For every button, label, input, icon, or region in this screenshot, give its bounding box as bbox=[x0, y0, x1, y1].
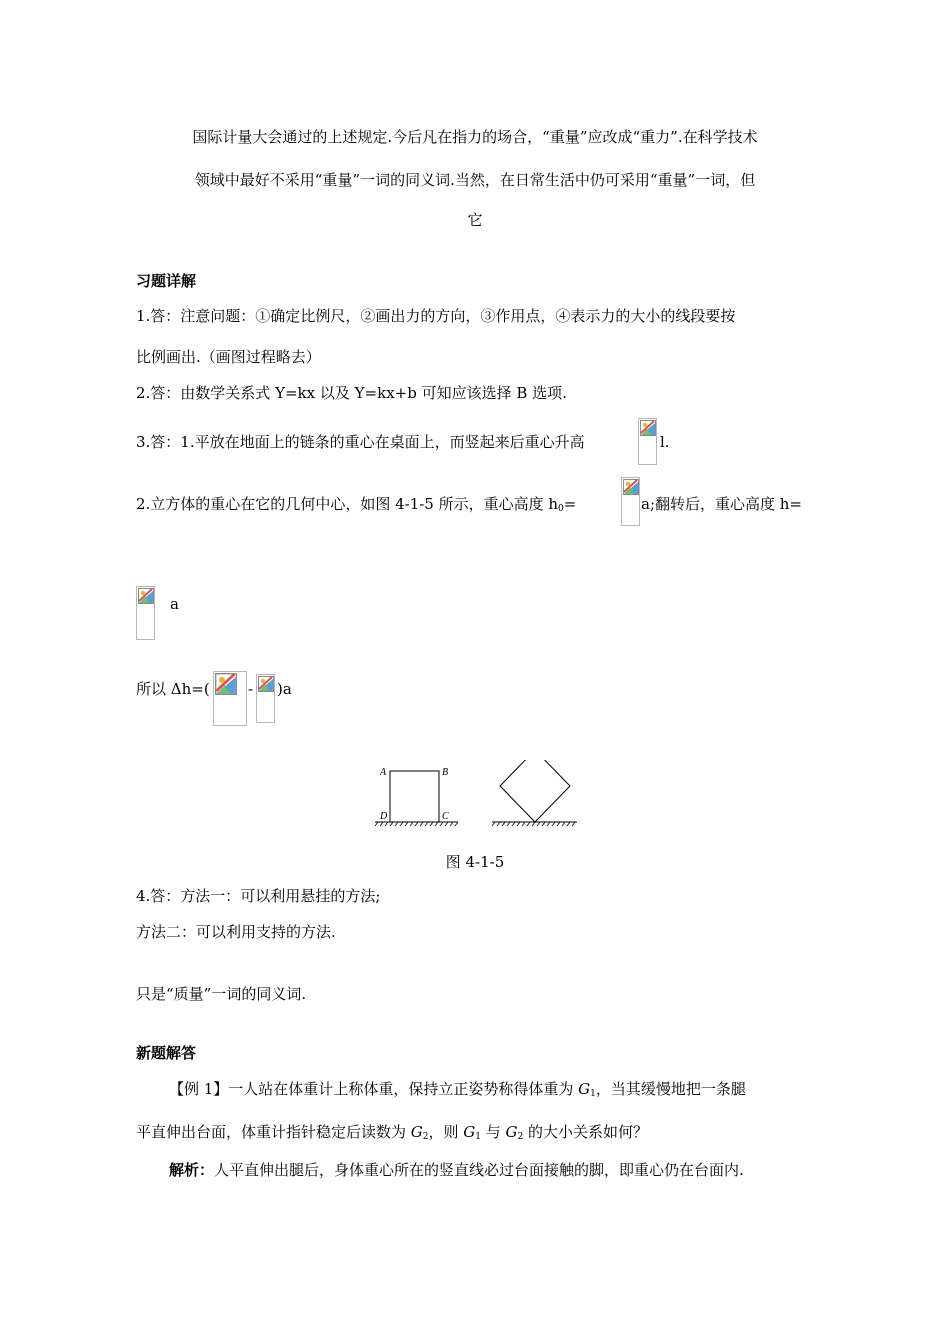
broken-image-icon bbox=[138, 588, 154, 604]
delta-h-end: )a bbox=[277, 680, 292, 698]
subscript-zero: 0 bbox=[558, 504, 564, 514]
answer-1-line-2: 比例画出.（画图过程略去） bbox=[136, 348, 321, 366]
symbol-G: G bbox=[578, 1080, 591, 1098]
broken-image-icon bbox=[258, 676, 274, 692]
symbol-G: G bbox=[410, 1123, 423, 1141]
example-1-line-2 bbox=[136, 1122, 648, 1142]
formula-image-placeholder bbox=[638, 418, 657, 465]
formula-image-placeholder bbox=[136, 586, 155, 640]
example-1-line-1 bbox=[169, 1079, 746, 1099]
subscript-2: 2 bbox=[517, 1132, 524, 1142]
cube-upright bbox=[390, 771, 439, 822]
formula-image-placeholder bbox=[256, 674, 275, 723]
label-B: B bbox=[442, 767, 449, 778]
label-A: A bbox=[380, 767, 387, 778]
analysis-text: 人平直伸出腿后，身体重心所在的竖直线必过台面接触的脚，即重心仍在台面内. bbox=[214, 1161, 744, 1179]
equals-sign: = bbox=[563, 495, 577, 513]
answer-3b-a: a bbox=[170, 595, 179, 613]
broken-image-icon bbox=[640, 420, 656, 436]
answer-1-line-1: 1.答：注意问题：①确定比例尺，②画出力的方向，③作用点，④表示力的大小的线段要按 bbox=[136, 307, 736, 325]
answer-3 bbox=[136, 432, 585, 452]
answer-3-end: l. bbox=[660, 433, 670, 451]
delta-h-start: 所以 Δh=( bbox=[136, 680, 210, 698]
subscript-1: 1 bbox=[590, 1089, 596, 1099]
intro-line-2: 领域中最好不采用“重量”一词的同义词.当然，在日常生活中仍可采用“重量”一词，但 bbox=[194, 171, 756, 189]
text-and: 与 bbox=[481, 1123, 506, 1141]
analysis-line bbox=[169, 1160, 744, 1180]
answer-3b-mid: a;翻转后，重心高度 h= bbox=[641, 495, 802, 513]
broken-image-icon bbox=[215, 673, 237, 695]
label-C: C bbox=[442, 811, 449, 822]
delta-h-minus: - bbox=[248, 680, 254, 698]
label-D: D bbox=[380, 811, 388, 822]
ground-hatch-left bbox=[375, 822, 458, 826]
text-then: ，则 bbox=[428, 1123, 464, 1141]
ground-hatch-right bbox=[492, 822, 575, 826]
answer-2: 2.答：由数学关系式 Y=kx 以及 Y=kx+b 可知应该选择 B 选项. bbox=[136, 384, 567, 402]
answer-3-text: 3.答：1.平放在地面上的链条的重心在桌面上，而竖起来后重心升高 bbox=[136, 433, 585, 451]
answer-4-line-2: 方法二：可以利用支持的方法. bbox=[136, 923, 336, 941]
symbol-G: G bbox=[505, 1123, 518, 1141]
symbol-G: G bbox=[463, 1123, 476, 1141]
cube-rotated bbox=[500, 760, 570, 822]
answer-3b bbox=[136, 494, 576, 514]
cube-figure bbox=[370, 760, 585, 830]
subscript-1: 1 bbox=[475, 1132, 481, 1142]
broken-image-icon bbox=[623, 479, 639, 495]
figure-caption: 图 4-1-5 bbox=[445, 853, 505, 871]
example-1-text: 【例 1】一人站在体重计上称体重，保持立正姿势称得体重为 bbox=[169, 1080, 579, 1098]
text-question: 的大小关系如何？ bbox=[523, 1123, 649, 1141]
intro-line-1: 国际计量大会通过的上述规定.今后凡在指力的场合，“重量”应改成“重力”.在科学技术 bbox=[192, 128, 758, 146]
subscript-2: 2 bbox=[422, 1132, 429, 1142]
analysis-label: 解析： bbox=[169, 1161, 215, 1179]
example-1-text-end: ，当其缓慢地把一条腿 bbox=[595, 1080, 746, 1098]
section-heading-new-problems: 新题解答 bbox=[136, 1044, 197, 1062]
answer-3b-text: 2.立方体的重心在它的几何中心，如图 4-1-5 所示，重心高度 h bbox=[136, 495, 559, 513]
formula-image-placeholder bbox=[213, 671, 247, 726]
answer-4-line-1: 4.答：方法一：可以利用悬挂的方法; bbox=[136, 887, 381, 905]
tail-line: 只是“质量”一词的同义词. bbox=[136, 985, 307, 1003]
formula-image-placeholder bbox=[621, 477, 640, 526]
intro-line-3: 它 bbox=[467, 211, 483, 229]
section-heading-exercises: 习题详解 bbox=[136, 272, 197, 290]
example-1-line2-text: 平直伸出台面，体重计指针稳定后读数为 bbox=[136, 1123, 411, 1141]
